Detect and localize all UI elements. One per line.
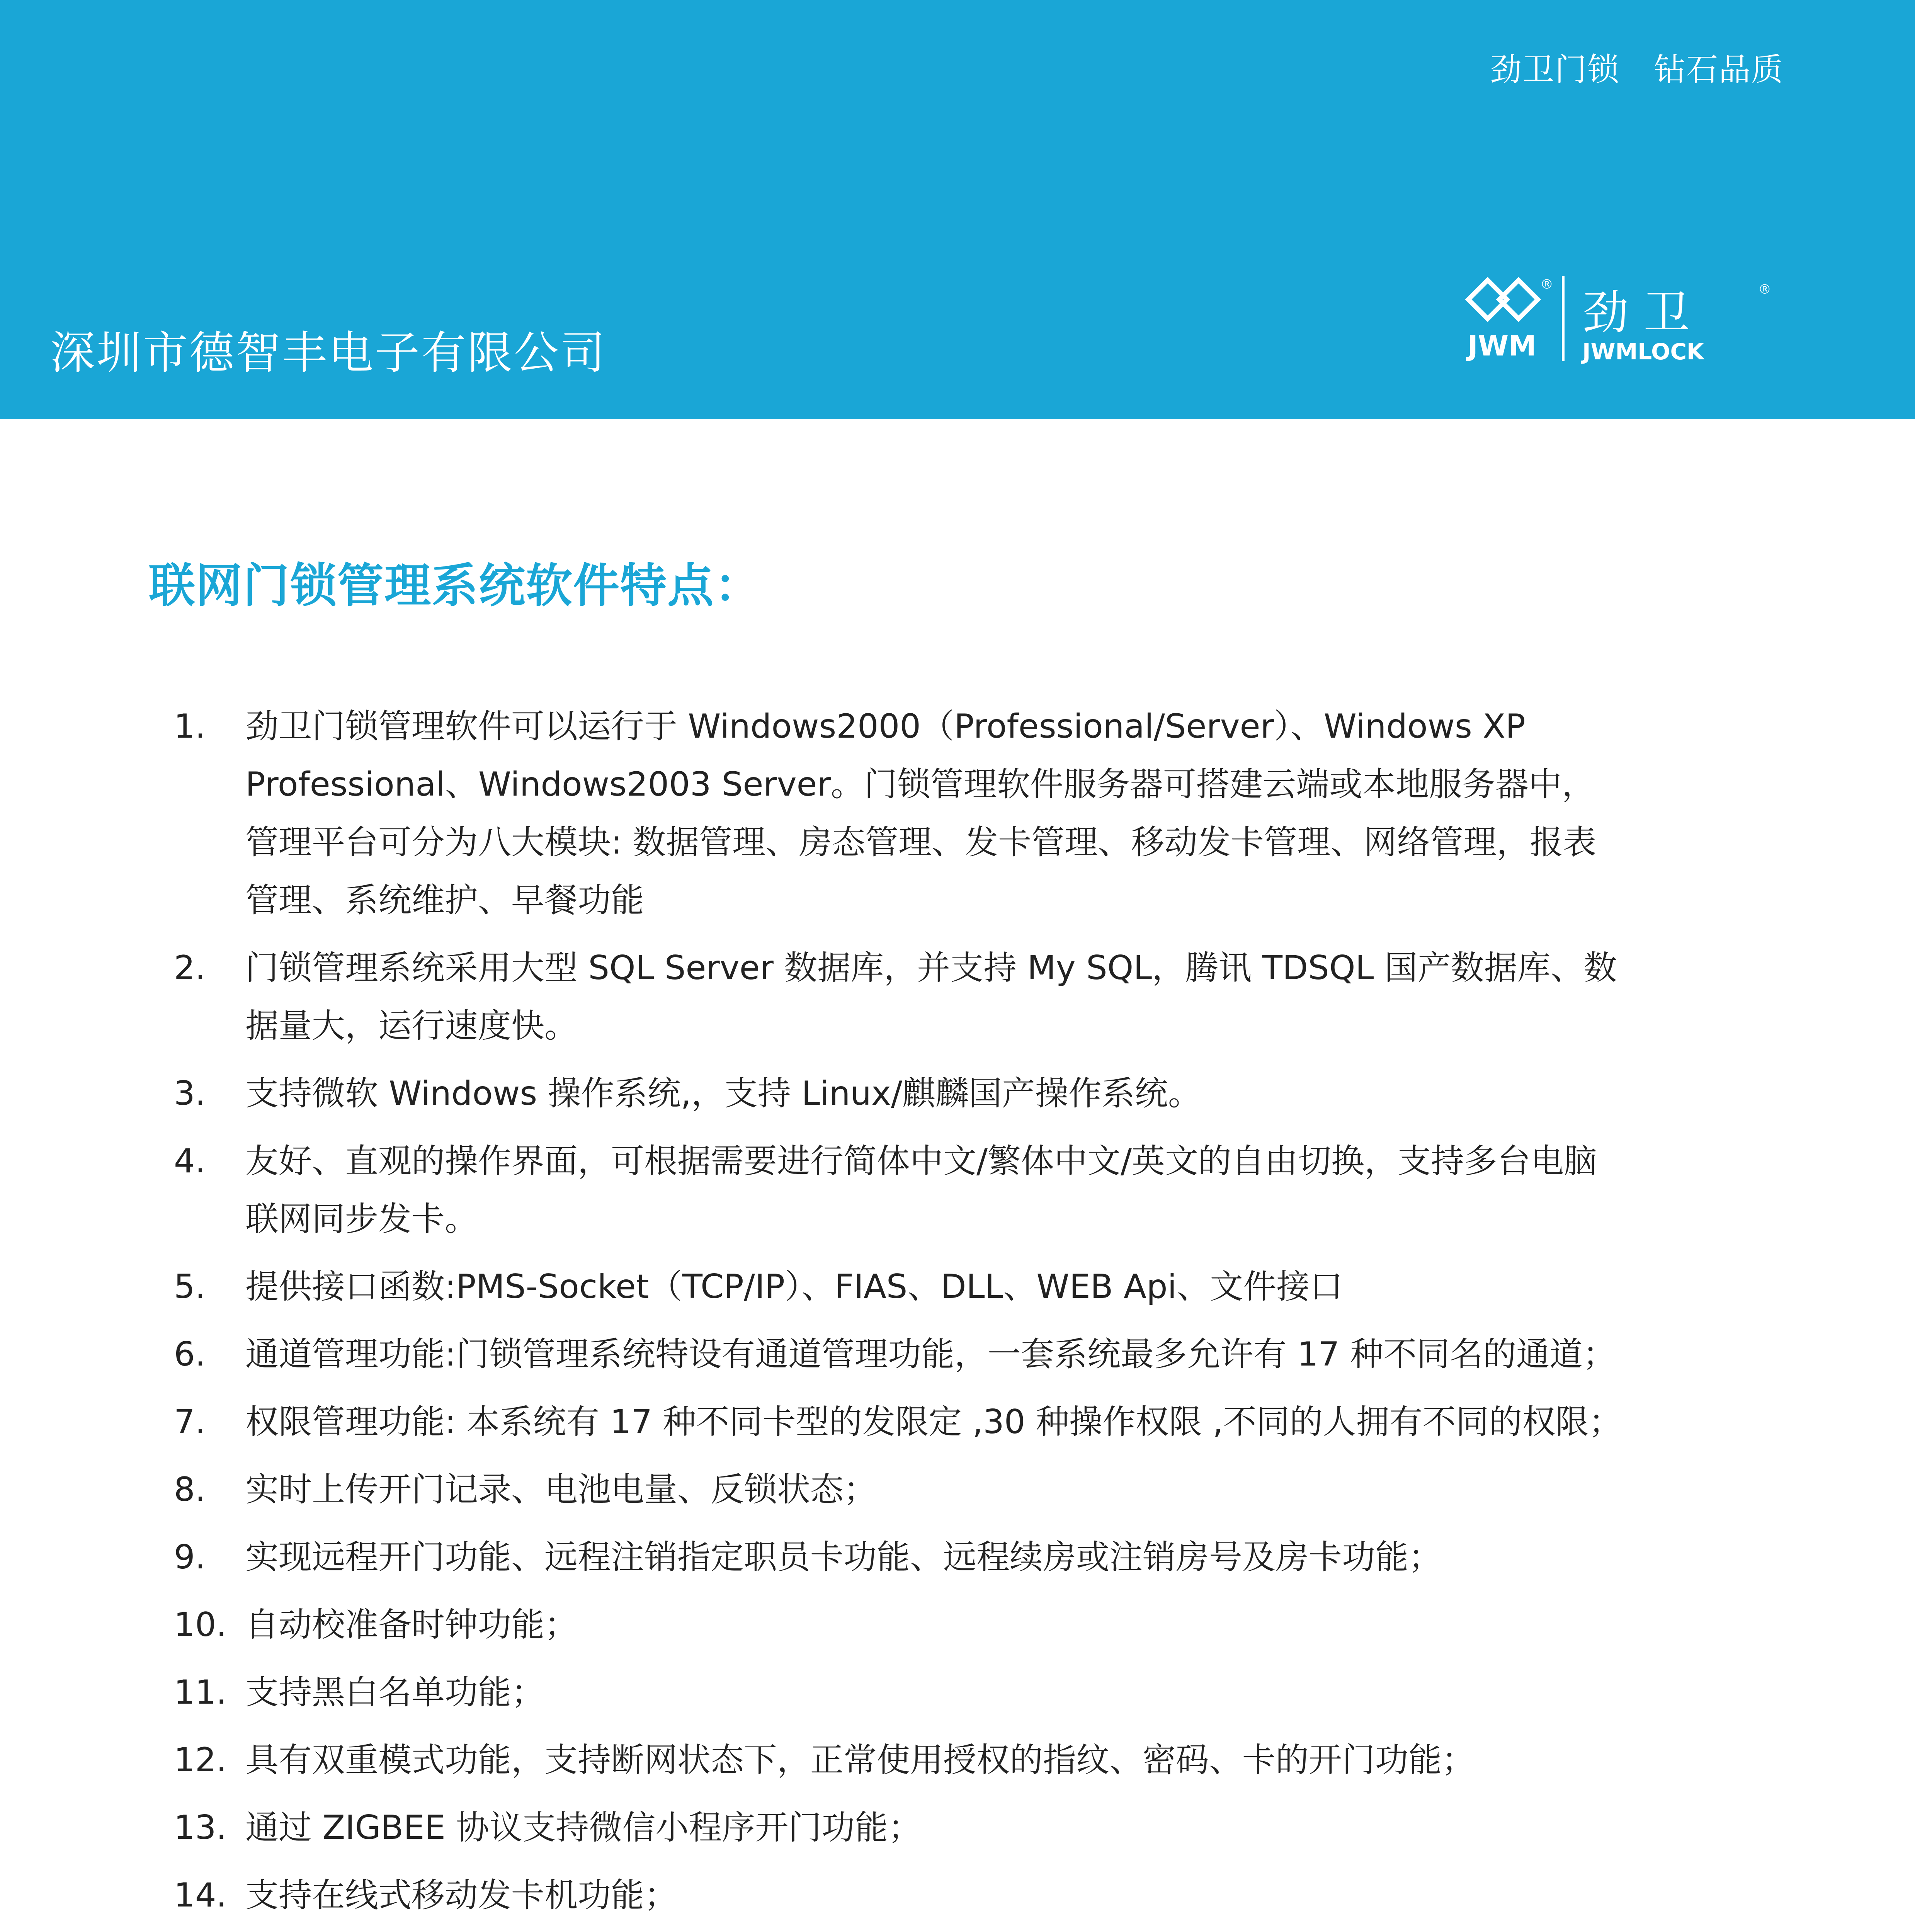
list-item-number: 12. bbox=[174, 1741, 227, 1779]
list-item-text: 支持在线式移动发卡机功能； bbox=[245, 1876, 677, 1915]
list-item-text: 提供接口函数:PMS-Socket（TCP/IP）、FIAS、DLL、WEB Api、文件接口 bbox=[245, 1267, 1343, 1306]
list-item bbox=[174, 1132, 1627, 1248]
logo-brand-registered-mark: ® bbox=[1758, 282, 1771, 297]
list-item bbox=[174, 1065, 1627, 1122]
list-item-text: 支持黑白名单功能； bbox=[245, 1673, 544, 1712]
list-item-number: 3. bbox=[174, 1074, 206, 1113]
list-item bbox=[174, 1866, 1627, 1924]
list-item-number: 5. bbox=[174, 1267, 206, 1306]
list-item bbox=[174, 1799, 1627, 1857]
list-item-number: 6. bbox=[174, 1335, 206, 1374]
list-item bbox=[174, 1325, 1627, 1383]
feature-list bbox=[174, 697, 1627, 1932]
list-item-text: 具有双重模式功能，支持断网状态下，正常使用授权的指纹、密码、卡的开门功能； bbox=[245, 1741, 1475, 1779]
diamond-icon bbox=[1468, 280, 1538, 319]
list-item bbox=[174, 1461, 1627, 1519]
list-item-text: 通道管理功能:门锁管理系统特设有通道管理功能，一套系统最多允许有 17 种不同名的通道； bbox=[245, 1335, 1616, 1374]
list-item bbox=[174, 1528, 1627, 1586]
list-item-number: 4. bbox=[174, 1142, 206, 1180]
logo-mark-text: JWM bbox=[1468, 330, 1536, 362]
list-item-text: 友好、直观的操作界面，可根据需要进行简体中文/繁体中文/英文的自由切换，支持多台电脑联网同步发卡。 bbox=[245, 1142, 1597, 1238]
jwm-logo bbox=[1461, 272, 1777, 373]
list-item-text: 实现远程开门功能、远程注销指定职员卡功能、远程续房或注销房号及房卡功能； bbox=[245, 1538, 1442, 1577]
logo-brand-cn: 劲 卫 bbox=[1582, 286, 1690, 340]
list-item-number: 2. bbox=[174, 949, 206, 987]
list-item bbox=[174, 939, 1627, 1055]
list-item bbox=[174, 1258, 1627, 1316]
list-item-text: 实时上传开门记录、电池电量、反锁状态； bbox=[245, 1470, 877, 1509]
list-item bbox=[174, 1393, 1627, 1451]
list-item bbox=[174, 1596, 1627, 1654]
list-item-text: 门锁管理系统采用大型 SQL Server 数据库，并支持 My SQL，腾讯 TDSQL 国产数据库、数据量大，运行速度快。 bbox=[245, 949, 1617, 1045]
company-name: 深圳市德智丰电子有限公司 bbox=[50, 327, 607, 379]
list-item-text: 自动校准备时钟功能； bbox=[245, 1605, 578, 1644]
list-item-number: 8. bbox=[174, 1470, 206, 1509]
list-item-number: 13. bbox=[174, 1808, 227, 1847]
list-item-text: 劲卫门锁管理软件可以运行于 Windows2000（Professional/Server）、Windows XP Professional、Windows2003 Server。门锁管理软件服务器可搭建云端或本地服务器中，管理平台可分为八大模块: 数据管理、房态管理、发卡管理、移动发卡管理、网络管理，报表管理、系统维护、早餐功能 bbox=[245, 707, 1597, 920]
section-heading: 联网门锁管理系统软件特点： bbox=[149, 559, 762, 613]
list-item-text: 支持微软 Windows 操作系统,，支持 Linux/麒麟国产操作系统。 bbox=[245, 1074, 1201, 1113]
list-item bbox=[174, 697, 1627, 929]
list-item-number: 11. bbox=[174, 1673, 227, 1712]
logo-brand-en: JWMLOCK bbox=[1582, 338, 1704, 365]
list-item-text: 通过 ZIGBEE 协议支持微信小程序开门功能； bbox=[245, 1808, 922, 1847]
logo-registered-mark: ® bbox=[1540, 277, 1553, 292]
list-item bbox=[174, 1731, 1627, 1789]
list-item-number: 1. bbox=[174, 707, 206, 746]
list-item-number: 7. bbox=[174, 1403, 206, 1441]
page-header bbox=[0, 0, 1915, 419]
list-item-number: 10. bbox=[174, 1605, 227, 1644]
list-item-text: 权限管理功能: 本系统有 17 种不同卡型的发限定 ,30 种操作权限 ,不同的人拥有不同的权限； bbox=[245, 1403, 1622, 1441]
list-item-number: 9. bbox=[174, 1538, 206, 1577]
tagline-quality: 钻石品质 bbox=[1653, 51, 1784, 88]
logo-divider bbox=[1562, 276, 1565, 361]
tagline-brand: 劲卫门锁 bbox=[1490, 51, 1620, 88]
header-tagline bbox=[1490, 44, 1784, 90]
list-item-number: 14. bbox=[174, 1876, 227, 1915]
list-item bbox=[174, 1663, 1627, 1721]
